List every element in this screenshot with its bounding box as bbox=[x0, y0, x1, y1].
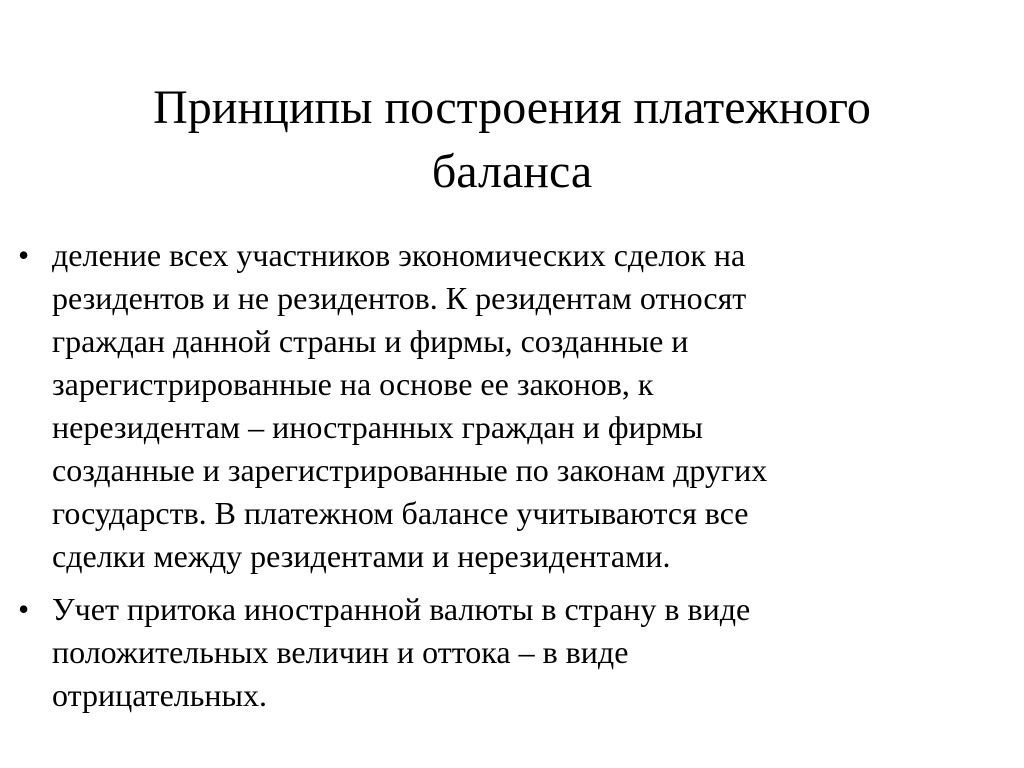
bullet-item-currency-flow bbox=[18, 588, 958, 717]
bullet-text-line: сделки между резидентами и нерезидентами. bbox=[52, 538, 671, 574]
slide-title bbox=[60, 76, 964, 204]
bullet-text-line: созданные и зарегистрированные по законам других bbox=[52, 452, 768, 488]
bullet-text-line: резидентов и не резидентов. К резидентам относят bbox=[52, 280, 747, 316]
bullet-text-line: зарегистрированные на основе ее законов, к bbox=[52, 366, 654, 402]
bullet-text-line: положительных величин и оттока – в виде bbox=[52, 634, 629, 670]
bullet-text-line: государств. В платежном балансе учитываются все bbox=[52, 495, 749, 531]
bullet-dot-icon: • bbox=[18, 237, 30, 273]
bullet-text-line: Учет притока иностранной валюты в страну в виде bbox=[52, 591, 751, 627]
bullet-dot-icon: • bbox=[18, 591, 30, 627]
title-line: баланса bbox=[431, 145, 593, 198]
bullet-text-line: нерезидентам – иностранных граждан и фирмы bbox=[52, 409, 703, 445]
bullet-text-line: отрицательных. bbox=[52, 677, 267, 713]
bullet-text-line: граждан данной страны и фирмы, созданные и bbox=[52, 323, 689, 359]
bullet-text-line: деление всех участников экономических сделок на bbox=[52, 237, 746, 273]
bullet-item-residents bbox=[18, 234, 958, 578]
title-line: Принципы построения платежного bbox=[153, 81, 871, 134]
bullet-list bbox=[18, 234, 958, 727]
